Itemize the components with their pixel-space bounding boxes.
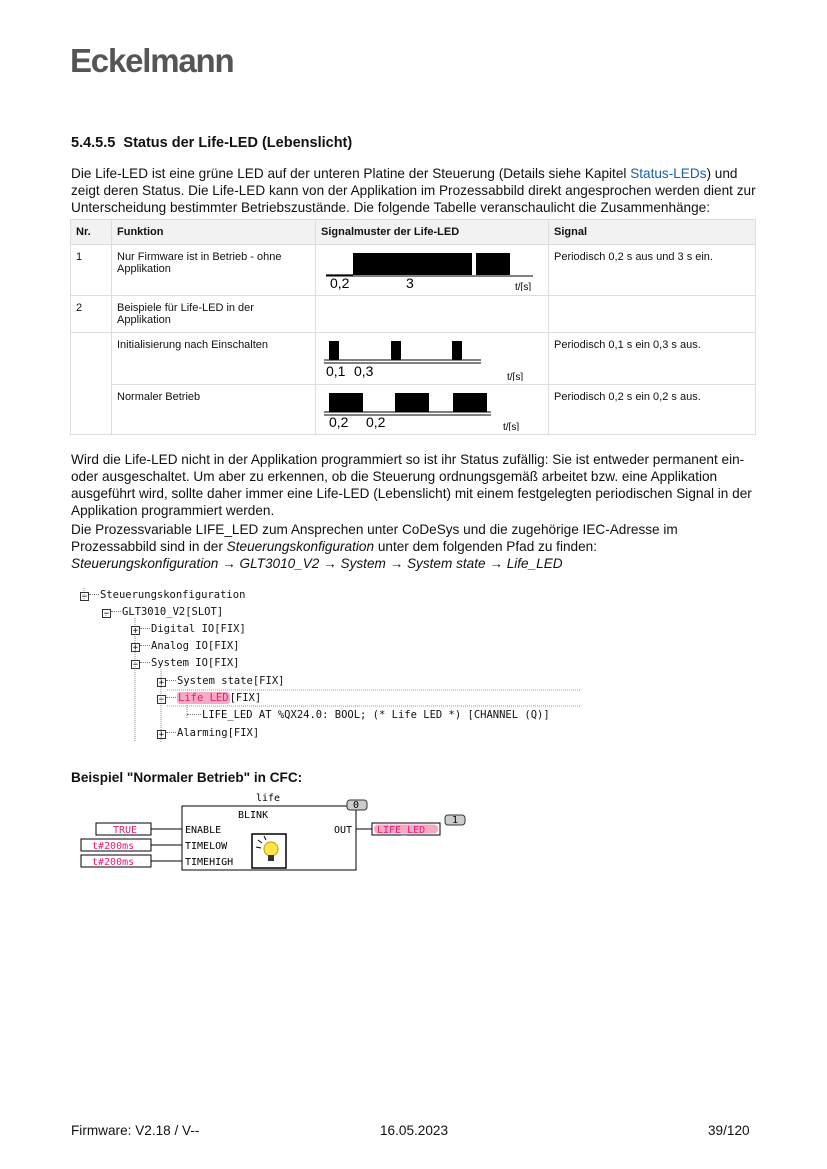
cell-nr: 1 [71, 245, 112, 296]
cfc-heading: Beispiel "Normaler Betrieb" in CFC: [71, 770, 303, 785]
pin-timelow: TIMELOW [185, 841, 228, 852]
waveform-normal [321, 387, 541, 431]
output-order: 1 [452, 815, 459, 826]
table-header-row [71, 220, 756, 245]
wave-unit: t/[s] [503, 422, 520, 431]
intro-text-2: ) und zeigt deren Status. Die Life-LED kann von der Applikation im Prozessabbild direkt angesprochen werden dient zur Unterscheidung bestimmter Betriebszustände. Die folgende Tabelle veranschaulicht die Zusammenhänge: [71, 166, 756, 215]
cell-signal: Periodisch 0,2 s ein 0,2 s aus. [549, 385, 756, 435]
output-variable[interactable]: LIFE_LED [377, 825, 426, 836]
tree-item-system[interactable]: − System IO[FIX] [132, 657, 240, 670]
table-row [71, 333, 756, 385]
life-led-table [70, 219, 756, 435]
life-led-highlight: Life LED [178, 692, 229, 704]
tree-item-system-state[interactable]: + System state[FIX] [158, 675, 285, 688]
tree-item-slot[interactable]: − GLT3010_V2[SLOT] [103, 606, 224, 619]
tree-item-alarming[interactable]: + Alarming[FIX] [158, 727, 260, 740]
waveform-firmware [321, 247, 541, 291]
cell-wave [316, 333, 549, 385]
intro-text-1: Die Life-LED ist eine grüne LED auf der unteren Platine der Steuerung (Details siehe Kapitel [71, 166, 631, 181]
wave-label-2: 0,2 [366, 414, 386, 430]
table-row [71, 245, 756, 296]
footer-firmware: Firmware: V2.18 / V-- [71, 1123, 200, 1138]
cell-nr: 2 [71, 296, 112, 333]
expand-icon[interactable]: + [132, 643, 139, 653]
tree-item-root[interactable]: − Steuerungskonfiguration [81, 589, 246, 602]
tree-item-life-led-var[interactable]: LIFE_LED AT %QX24.0: BOOL; (* Life LED *) [CHANNEL (Q)] [187, 708, 550, 722]
cell-signal: Periodisch 0,1 s ein 0,3 s aus. [549, 333, 756, 385]
table-row [71, 385, 756, 435]
block-order: 0 [353, 800, 360, 811]
collapse-icon[interactable]: − [132, 660, 139, 670]
para3-italic: Steuerungskonfiguration [226, 539, 375, 554]
paragraph-3 [71, 521, 761, 572]
input-value-timehigh[interactable]: t#200ms [92, 857, 135, 868]
config-path: Steuerungskonfiguration → GLT3010_V2 → System → System state → Life_LED [71, 556, 563, 571]
cell-funktion: Beispiele für Life-LED in der Applikation [112, 296, 316, 333]
eckelmann-logo: Eckelmann [70, 42, 234, 79]
section-number: 5.4.5.5 [71, 135, 116, 151]
intro-paragraph [71, 165, 761, 216]
expand-icon[interactable]: + [158, 678, 165, 688]
section-title: Status der Life-LED (Lebenslicht) [123, 135, 353, 151]
cell-wave [316, 245, 549, 296]
cell-signal: Periodisch 0,2 s aus und 3 s ein. [549, 245, 756, 296]
wave-unit: t/[s] [515, 282, 532, 291]
footer-page: 39/120 [708, 1123, 750, 1138]
cell-wave-empty [316, 296, 549, 333]
table-row [71, 296, 756, 333]
footer-date: 16.05.2023 [380, 1123, 449, 1138]
paragraph-2: Wird die Life-LED nicht in der Applikation programmiert so ist ihr Status zufällig: Sie ist entweder permanent ein- oder ausgeschaltet. Um aber zu erkennen, ob die Steuerung ordnungsgemäß arbeitet bzw. eine Applikation ausgeführt wird, sollte daher immer eine Life-LED (Lebenslicht) mit einem festgelegten periodischen Signal in der Applikation programmiert werden. [71, 452, 752, 518]
cfc-diagram [78, 788, 478, 873]
header-nr: Nr. [71, 220, 112, 245]
header-signalmuster: Signalmuster der Life-LED [316, 220, 549, 245]
wave-unit: t/[s] [507, 372, 524, 381]
pin-out: OUT [334, 825, 353, 836]
expand-icon[interactable]: + [158, 730, 165, 740]
input-value-timelow[interactable]: t#200ms [92, 841, 135, 852]
wave-label-1: 0,1 [326, 363, 346, 379]
para3-text: Die Prozessvariable LIFE_LED zum Ansprechen unter CoDeSys und die zugehörige IEC-Adresse im Prozessabbild sind in der [71, 522, 678, 554]
collapse-icon[interactable]: − [81, 592, 88, 602]
waveform-init [321, 335, 541, 381]
expand-icon[interactable]: + [132, 626, 139, 636]
status-leds-link[interactable]: Status-LEDs [630, 166, 707, 181]
tree-item-digital[interactable]: + Digital IO[FIX] [132, 623, 246, 636]
wave-label-2: 0,3 [354, 363, 374, 379]
cell-funktion: Nur Firmware ist in Betrieb - ohne Applikation [112, 245, 316, 296]
pin-enable: ENABLE [185, 825, 222, 836]
para3-text-2: unter dem folgenden Pfad zu finden: [374, 539, 597, 554]
cell-signal [549, 296, 756, 333]
cfc-instance-name: life [256, 793, 281, 804]
collapse-icon[interactable]: − [158, 695, 165, 705]
tree-item-life-led[interactable]: − Life LED[FIX] [158, 692, 262, 705]
wave-label-1: 0,2 [329, 414, 349, 430]
cell-funktion: Initialisierung nach Einschalten [112, 333, 316, 385]
cell-funktion: Normaler Betrieb [112, 385, 316, 435]
header-signal: Signal [549, 220, 756, 245]
cfc-block-type: BLINK [238, 810, 269, 821]
cell-nr [71, 333, 112, 385]
collapse-icon[interactable]: − [103, 609, 110, 619]
input-value-enable[interactable]: TRUE [113, 825, 138, 836]
cell-wave [316, 385, 549, 435]
pin-timehigh: TIMEHIGH [185, 857, 234, 868]
tree-item-analog[interactable]: + Analog IO[FIX] [132, 640, 240, 653]
cell-nr [71, 385, 112, 435]
header-funktion: Funktion [112, 220, 316, 245]
wave-label-2: 3 [406, 275, 414, 291]
wave-label-1: 0,2 [330, 275, 350, 291]
section-heading [71, 135, 352, 151]
